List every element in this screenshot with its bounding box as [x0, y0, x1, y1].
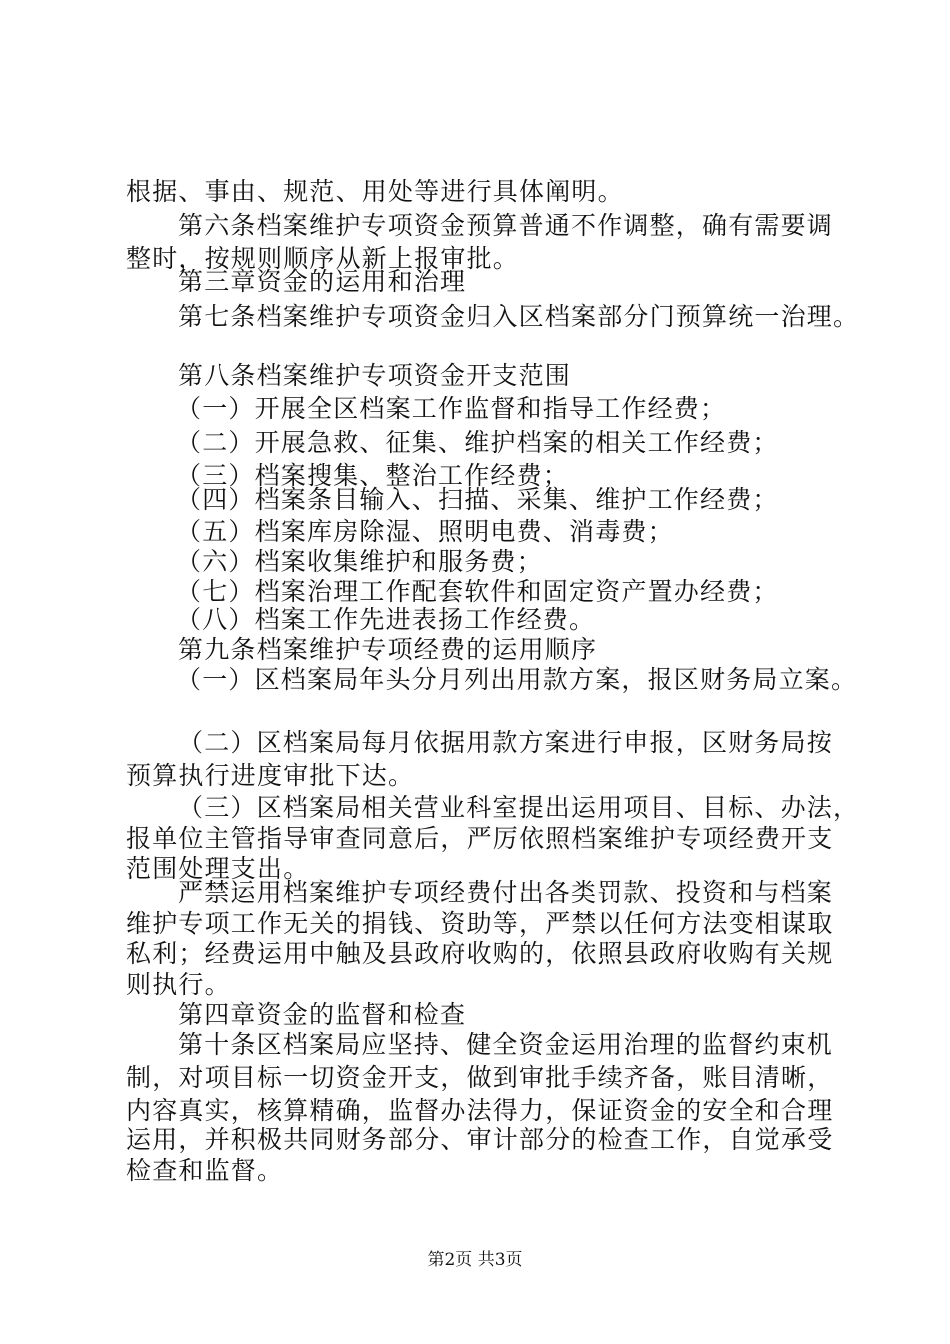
- text-line: 检查和监督。: [126, 1156, 284, 1185]
- text-line: 预算执行进度审批下达。: [126, 761, 415, 790]
- text-line: 维护专项工作无关的捐钱、资助等，严禁以任何方法变相谋取: [126, 909, 834, 938]
- chapter-heading: 第四章资金的监督和检查: [178, 1000, 467, 1029]
- list-item: （四）档案条目输入、扫描、采集、维护工作经费；: [176, 485, 779, 514]
- list-item: （八）档案工作先进表扬工作经费。: [176, 605, 596, 634]
- list-item: （二）区档案局每月依据用款方案进行申报，区财务局按: [178, 728, 834, 757]
- list-item: （七）档案治理工作配套软件和固定资产置办经费；: [176, 577, 779, 606]
- list-item: （一）区档案局年头分月列出用款方案，报区财务局立案。: [176, 665, 858, 694]
- list-item: （三）档案搜集、整治工作经费；: [176, 461, 570, 490]
- text-line: 第七条档案维护专项资金归入区档案部分门预算统一治理。: [178, 302, 860, 331]
- list-item: （三）区档案局相关营业科室提出运用项目、目标、办法，: [178, 793, 860, 822]
- list-item: （六）档案收集维护和服务费；: [176, 547, 543, 576]
- text-line: 范围处理支出。: [126, 854, 310, 883]
- text-line: 第八条档案维护专项资金开支范围: [178, 361, 572, 390]
- text-line: 根据、事由、规范、用处等进行具体阐明。: [126, 177, 624, 206]
- text-line: 内容真实，核算精确，监督办法得力，保证资金的安全和合理: [126, 1096, 834, 1125]
- text-line: 整时，按规则顺序从新上报审批。: [126, 244, 520, 273]
- text-line: 则执行。: [126, 970, 231, 999]
- page-number: 第2页 共3页: [427, 1250, 523, 1270]
- text-line: 第十条区档案局应坚持、健全资金运用治理的监督约束机: [178, 1030, 834, 1059]
- list-item: （五）档案库房除湿、照明电费、消毒费；: [176, 517, 674, 546]
- text-line: 第九条档案维护专项经费的运用顺序: [178, 635, 598, 664]
- list-item: （一）开展全区档案工作监督和指导工作经费；: [176, 394, 727, 423]
- text-line: 第六条档案维护专项资金预算普通不作调整，确有需要调: [178, 211, 834, 240]
- text-line: 报单位主管指导审查同意后，严厉依照档案维护专项经费开支: [126, 824, 834, 853]
- list-item: （二）开展急救、征集、维护档案的相关工作经费；: [176, 428, 779, 457]
- text-line: 运用，并积极共同财务部分、审计部分的检查工作，自觉承受: [126, 1125, 834, 1154]
- chapter-heading: 第三章资金的运用和治理: [178, 267, 467, 296]
- text-line: 私利；经费运用中触及县政府收购的，依照县政府收购有关规: [126, 939, 834, 968]
- text-line: 制，对项目标一切资金开支，做到审批手续齐备，账目清晰，: [126, 1063, 834, 1092]
- text-line: 严禁运用档案维护专项经费付出各类罚款、投资和与档案: [178, 878, 834, 907]
